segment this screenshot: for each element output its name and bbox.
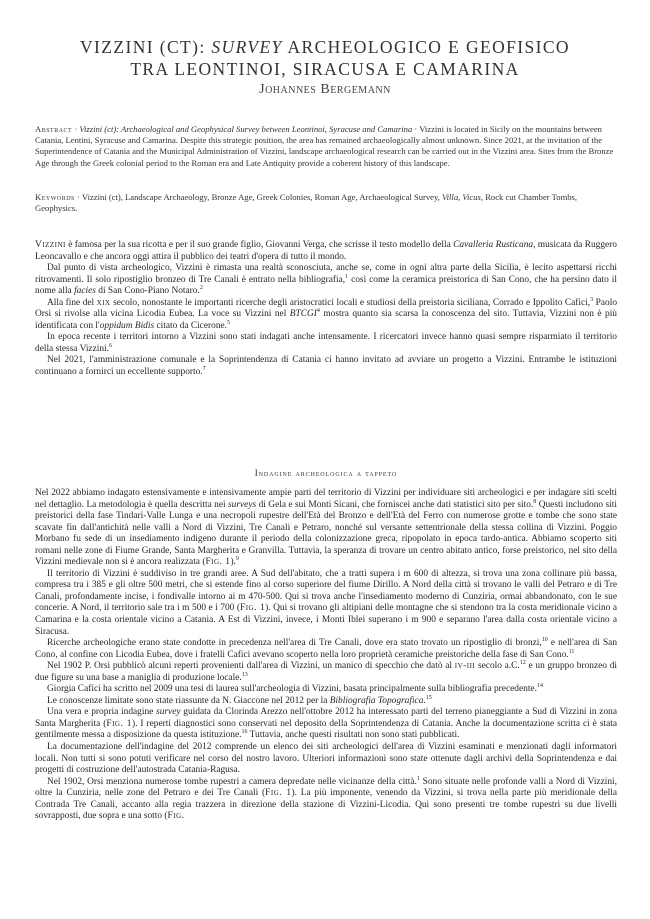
paragraph: Nel 2021, l'amministrazione comunale e la Soprintendenza di Catania ci hanno invitato ad avviare un progetto a Vizzini. Entrambe le istituzioni continuano a fornirci un eccellente supporto.$^7$ — [35, 355, 617, 378]
footnote-ref[interactable]: 7 — [202, 365, 206, 372]
footnote-ref[interactable]: 1 — [345, 273, 349, 280]
paragraph: La documentazione dell'indagine del 2012 comprende un elenco dei siti archeologici dell'area di Vizzini esaminati e menzionati dagli informatori locali. Non tutti si sono potuti verificare nel corso del nostro lavoro. Ulteriori informazioni sono state ottenute dagli archivi della Soprintendenza e dai progetti di costruzione dell'autostrada Catania-Ragusa. — [35, 742, 617, 776]
article-title — [40, 36, 610, 80]
paragraph: Le conoscenze limitate sono state riassunte da N. Giaccone nel 2012 per la Bibliografia Topografica.$^{15}$ — [47, 694, 432, 706]
paragraph: Nel 2022 abbiamo indagato estensivamente e intensivamente ampie parti del territorio di Vizzini per individuare siti archeologici e per indagare siti scelti nel dettaglio. La metodologia è quella descritta nei surveys di Gela e sui Monti Sicani, che forniscei anche dati statistici sito per sito.$^8$ Questi includono siti preistorici della fase Tindari-Valle Lunga e una necropoli rupestre dell'Età del Bronzo e dell'Età del Ferro con numerose grotte e tombe che sono state scavate fin dall'antichità nelle valli a Nord di Vizzini, Tre Canali e Petraro, nonché sul versante settentrionale della stessa collina di Vizzini. Poggio Morbano fu sede di un insediamento indigeno durante il periodo della colonizzazione greca, ripopolato in epoca tardo-antica. Abbiamo scoperto siti romani nelle zone di Fiume Grande, Santa Margherita e Granvilla. Tuttavia, la speranza di trovare un centro abitato antico, forse preistorico, nel sito della Vizzini medievale non si è ancora realizzata (Fig. 1).$^9$ — [35, 488, 617, 568]
title-line-1: VIZZINI (CT): SURVEY ARCHEOLOGICO E GEOFISICO — [80, 37, 570, 57]
title-line-2: TRA LEONTINOI, SIRACUSA E CAMARINA — [130, 59, 520, 79]
figure-ref[interactable]: Fig. 1 — [205, 557, 231, 568]
footnote-ref[interactable]: 8 — [533, 498, 537, 505]
footnote-ref[interactable]: 11 — [568, 648, 575, 655]
footnote-ref[interactable]: 14 — [536, 683, 543, 690]
paragraph: Dal punto di vista archeologico, Vizzini è rimasta una realtà sconosciuta, anche se, come in ogni altra parte della Sicilia, è lecito aspettarsi ricchi ritrovamenti. Il solo ripostiglio bronzeo di Tre Canali è entrato nella bibliografia,$^1$ così come la ceramica preistorica di San Cono, che ha persino dato il nome alla facies di San Cono-Piano Notaro.$^2$ — [35, 263, 617, 297]
keywords-label: Keywords — [35, 192, 75, 202]
figure-ref[interactable]: Fig. 1 — [265, 788, 292, 799]
paragraph: In epoca recente i territori intorno a Vizzini sono stati indagati anche intensamente. I ricercatori invece hanno quasi sempre risparmiato il territorio della stessa Vizzini.$^6$ — [35, 332, 617, 354]
paragraph: Nel 1902 P. Orsi pubblicò alcuni reperti provenienti dall'area di Vizzini, un manico di specchio che datò al iv-iii secolo a.C.$^{12}$ e un gruppo bronzeo di due figure su una base a maniglia di produzione locale.$^{13}$ — [35, 660, 617, 683]
keywords: Keywords · Vizzini (ct), Landscape Archaeology, Bronze Age, Greek Colonies, Roman Age, Archaeological Survey, Villa, Vicus, Rock cut Chamber Tombs, Geophysics. — [35, 192, 578, 214]
abstract-label: Abstract — [35, 124, 73, 134]
footnote-ref[interactable]: 5 — [227, 319, 231, 326]
footnote-ref[interactable]: 2 — [199, 285, 203, 292]
footnote-ref[interactable]: 6 — [108, 342, 112, 349]
footnote-ref[interactable]: 10 — [541, 636, 548, 643]
figure-ref[interactable]: Fig. 1 — [106, 718, 132, 729]
footnote-ref[interactable]: 12 — [519, 660, 526, 667]
paragraph: Il territorio di Vizzini è suddiviso in tre grandi aree. A Sud dell'abitato, che a tratti supera i m 600 di altezza, si trova una zona collinare più bassa, compresa tra i 385 e gli oltre 500 metri, che si estende fino al corso superiore del fiume Dirillo. A Nord della città si trovano le valli del Petraro e di Tre Canali, profondamente incise, i fondivalle intorno ai m 470-500. Qui si trova anche l'insediamento moderno di Cunziria, ormai abbandonato, con le sue concerie. A Nord, il territorio sale tra i m 500 e i 700 (Fig. 1). Qui si trovano gli altipiani delle montagne che si stendono tra la costa meridionale vicino a Camarina e la costa orientale vicino a Catania. A Est di Vizzini, invece, i Monti Iblei superano i m 900 e separano l'area dalla costa orientale vicino a Siracusa. — [35, 568, 618, 637]
footnote-ref[interactable]: 15 — [425, 694, 432, 701]
footnote-ref[interactable]: 16 — [241, 729, 248, 736]
footnote-ref[interactable]: 9 — [235, 556, 239, 563]
footnote-ref[interactable]: 3 — [590, 296, 594, 303]
paragraph: Ricerche archeologiche erano state condotte in precedenza nell'area di Tre Canali, dove era stato trovato un ripostiglio di bronzi,$^{10}$ e nell'area di San Cono, al confine con Licodia Eubea, dove i fratelli Cafici avevano scoperto nella loro proprietà ceramiche preistoriche della fase di San Cono.$^{11}$ — [35, 636, 618, 660]
figure-ref[interactable]: Fig. 1 — [240, 603, 266, 614]
section-heading: Indagine archeologica a tappeto — [254, 468, 398, 478]
paragraph: Vizzini è famosa per la sua ricotta e per il suo grande figlio, Giovanni Verga, che scrisse il testo modello della Cavalleria Rusticana, musicata da Ruggero Leoncavallo e che ancora oggi attira il pubblico dei teatri d'opera di tutto il mondo. — [35, 240, 617, 262]
author-name: Johannes Bergemann — [259, 82, 391, 97]
abstract: Abstract · Vizzini (ct): Archaeological and Geophysical Survey between Leontinoi, Syracuse and Camarina · Vizzini is located in Sicily on the mountains between Catania, Lentini, Syracuse and Camarina. Despite this strategic position, the area has remained archaeologically almost unknown. Since 2021, at the invitation of the Superintendence of Catania and the Municipal Administration of Vizzini, landscape archaeological research can be carried out in the Vizzini area. Sites from the Bronze Age through the Greek colonial period to the Roman era and Late Antiquity provide a coherent history of this landscape. — [35, 124, 614, 168]
abstract-english-title: Vizzini (ct): Archaeological and Geophysical Survey between Leontinoi, Syracuse and Camarina — [79, 124, 413, 134]
footnote-ref[interactable]: 4 — [316, 308, 320, 315]
footnote-ref[interactable]: 1 — [416, 775, 420, 782]
paragraph: Alla fine del xix secolo, nonostante le importanti ricerche degli aristocratici locali e studiosi della preistoria siciliana, Corrado e Ippolito Cafici,$^3$ Paolo Orsi si rivolse alla vicina Licodia Eubea. La voce su Vizzini nel BTCGI$^4$ mostra quanto sia scarsa la conoscenza del sito. Tuttavia, Vizzini non è più identificata con l'oppidum Bidis citato da Cicerone.$^5$ — [35, 296, 618, 331]
paragraph: Una vera e propria indagine survey guidata da Clorinda Arezzo nell'ottobre 2012 ha interessato parti del terreno pianeggiante a Sud di Vizzini in zona Santa Margherita (Fig. 1). I reperti diagnostici sono conservati nel deposito della Soprintendenza di Catania. Anche la documentazione scritta ci è stata gentilmente messa a disposizione da questa istituzione.$^{16}$ Tuttavia, anche questi risultati non sono stati pubblicati. — [35, 707, 617, 741]
intro-section — [35, 240, 617, 379]
paragraph: Giorgia Cafici ha scritto nel 2009 una tesi di laurea sull'archeologia di Vizzini, basata principalmente sulla bibliografia precedente.$^{14}$ — [47, 683, 543, 695]
main-section — [35, 488, 617, 823]
paragraph: Nel 1902, Orsi menziona numerose tombe rupestri a camera depredate nelle vicinanze della città.$^1$ Sono situate nelle profonde valli a Nord di Vizzini, oltre la Cunziria, nelle zone del Petraro e dei Tre Canali (Fig. 1). La più imponente, venendo da Vizzini, si trova nella parte più meridionale della Contrada Tre Canali, accanto alla regia trazzera in direzione della stazione di Vizzini-Licodia. Qui sono presenti tre tombe rupestri su due livelli sovrapposti, due sopra e una sotto (Fig. — [35, 775, 617, 822]
figure-ref[interactable]: Fig. — [167, 811, 185, 822]
abstract-text: Vizzini is located in Sicily on the mountains between Catania, Lentini, Syracuse and Camarina. Despite this strategic position, the area has remained archaeologically almost unknown. Since 2021, at the invitation of the Superintendence of Catania and the Municipal Administration of Vizzini, landscape archaeological research can be carried out in the Vizzini area. Sites from the Bronze Age through the Greek colonial period to the Roman era and Late Antiquity provide a coherent history of this landscape. — [35, 124, 614, 168]
footnote-ref[interactable]: 13 — [241, 671, 248, 678]
